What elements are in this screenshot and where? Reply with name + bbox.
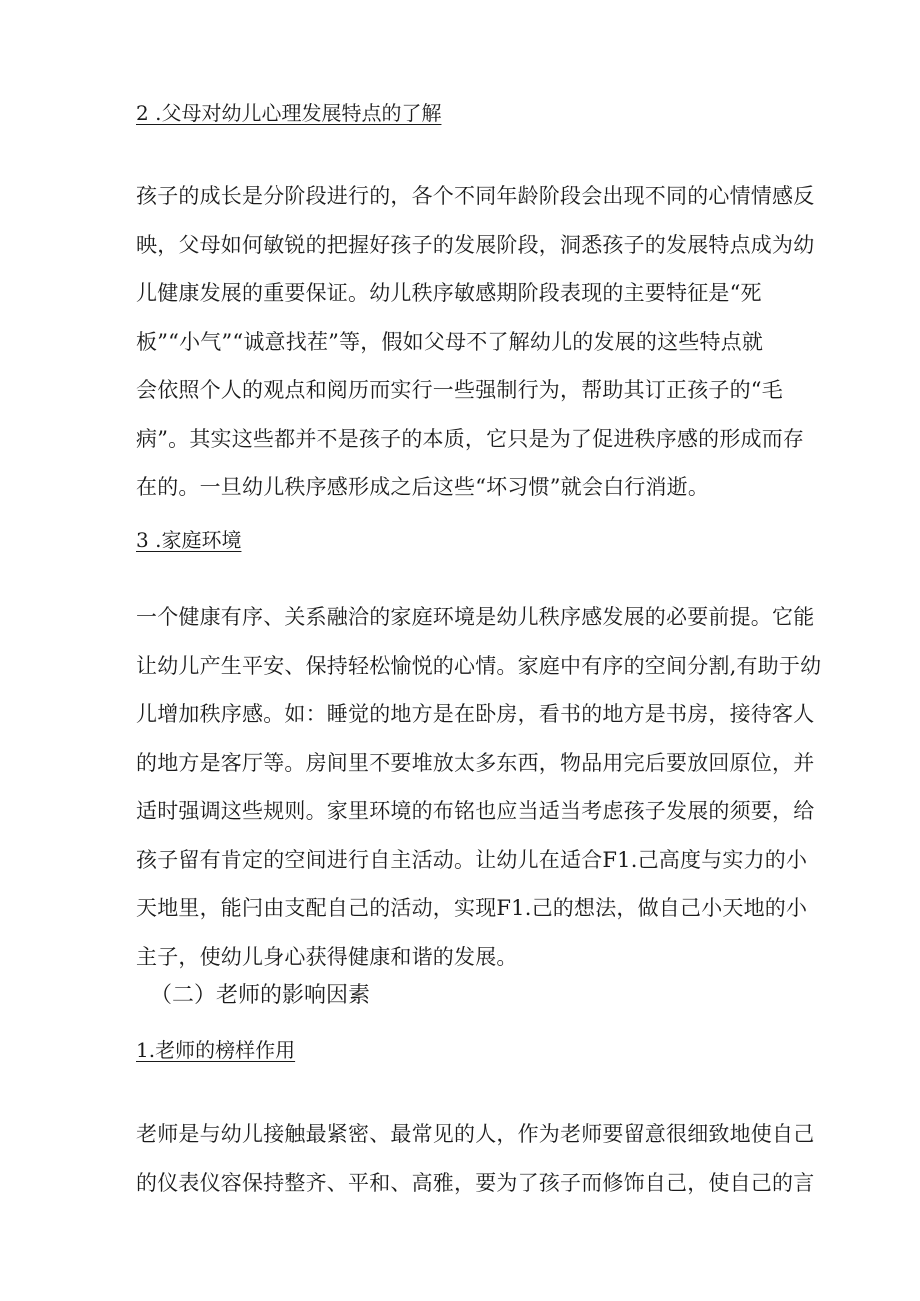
paragraph-line: 的仪表仪容保持整齐、平和、高雅，要为了孩子而修饰自己，使自己的言: [136, 1170, 815, 1195]
paragraph-line: 主子，使幼儿身心获得健康和谐的发展。: [136, 944, 518, 969]
paragraph-line: 让幼儿产生平安、保持轻松愉悦的心情。家庭中有序的空间分割,有助于幼: [136, 653, 822, 678]
paragraph-child-development: [136, 172, 815, 512]
paragraph-line: 在的。一旦幼儿秩序感形成之后这些“坏习惯”就会白行消逝。: [136, 475, 710, 499]
paragraph-line: 一个健康有序、关系融洽的家庭环境是幼儿秩序感发展的必要前提。它能: [136, 605, 815, 629]
paragraph-line: 老师是与幼儿接触最紧密、最常见的人，作为老师要留意很细致地使自己: [136, 1122, 815, 1146]
paragraph-line: 儿健康发展的重要保证。幼儿秩序敏感期阶段表现的主要特征是“死: [136, 281, 762, 305]
paragraph-line: 板”“小气”“诚意找茬”等，假如父母不了解幼儿的发展的这些特点就: [136, 329, 764, 354]
paragraph-line: 病”。其实这些都并不是孩子的本质，它只是为了促进秩序感的形成而存: [136, 426, 805, 451]
heading-family-environment: 3 .家庭环境: [136, 528, 242, 552]
paragraph-line: 适时强调这些规则。家里环境的布铭也应当适当考虑孩子发展的须要，给: [136, 799, 815, 823]
paragraph-family-environment: [136, 593, 822, 981]
paragraph-line: 映，父母如何敏锐的把握好孩子的发展阶段，洞悉孩子的发展特点成为幼: [136, 232, 815, 257]
paragraph-line: 天地里，能闩由支配自己的活动，实现F1.己的想法，做自己小天地的小: [136, 896, 808, 920]
paragraph-line: 孩子的成长是分阶段进行的，各个不同年龄阶段会出现不同的心情情感反: [136, 184, 815, 208]
paragraph-line: 孩子留有肯定的空间进行自主活动。让幼儿在适合F1.己高度与实力的小: [136, 847, 808, 872]
paragraph-line: 会依照个人的观点和阅历而实行一些强制行为，帮助其订正孩子的“毛: [136, 378, 783, 402]
heading-parent-understanding: 2 .父母对幼儿心理发展特点的了解: [136, 101, 442, 125]
paragraph-teacher-role-model: [136, 1110, 815, 1207]
paragraph-line: 的地方是客厅等。房间里不要堆放太多东西，物品用完后要放回原位，并: [136, 750, 815, 775]
heading-teacher-role-model: 1.老师的榜样作用: [136, 1038, 296, 1062]
paragraph-line: 儿增加秩序感。如：睡觉的地方是在卧房，看书的地方是书房，接待客人: [136, 702, 815, 726]
section-title-teacher-factors: （二）老师的影响因素: [150, 983, 371, 1008]
